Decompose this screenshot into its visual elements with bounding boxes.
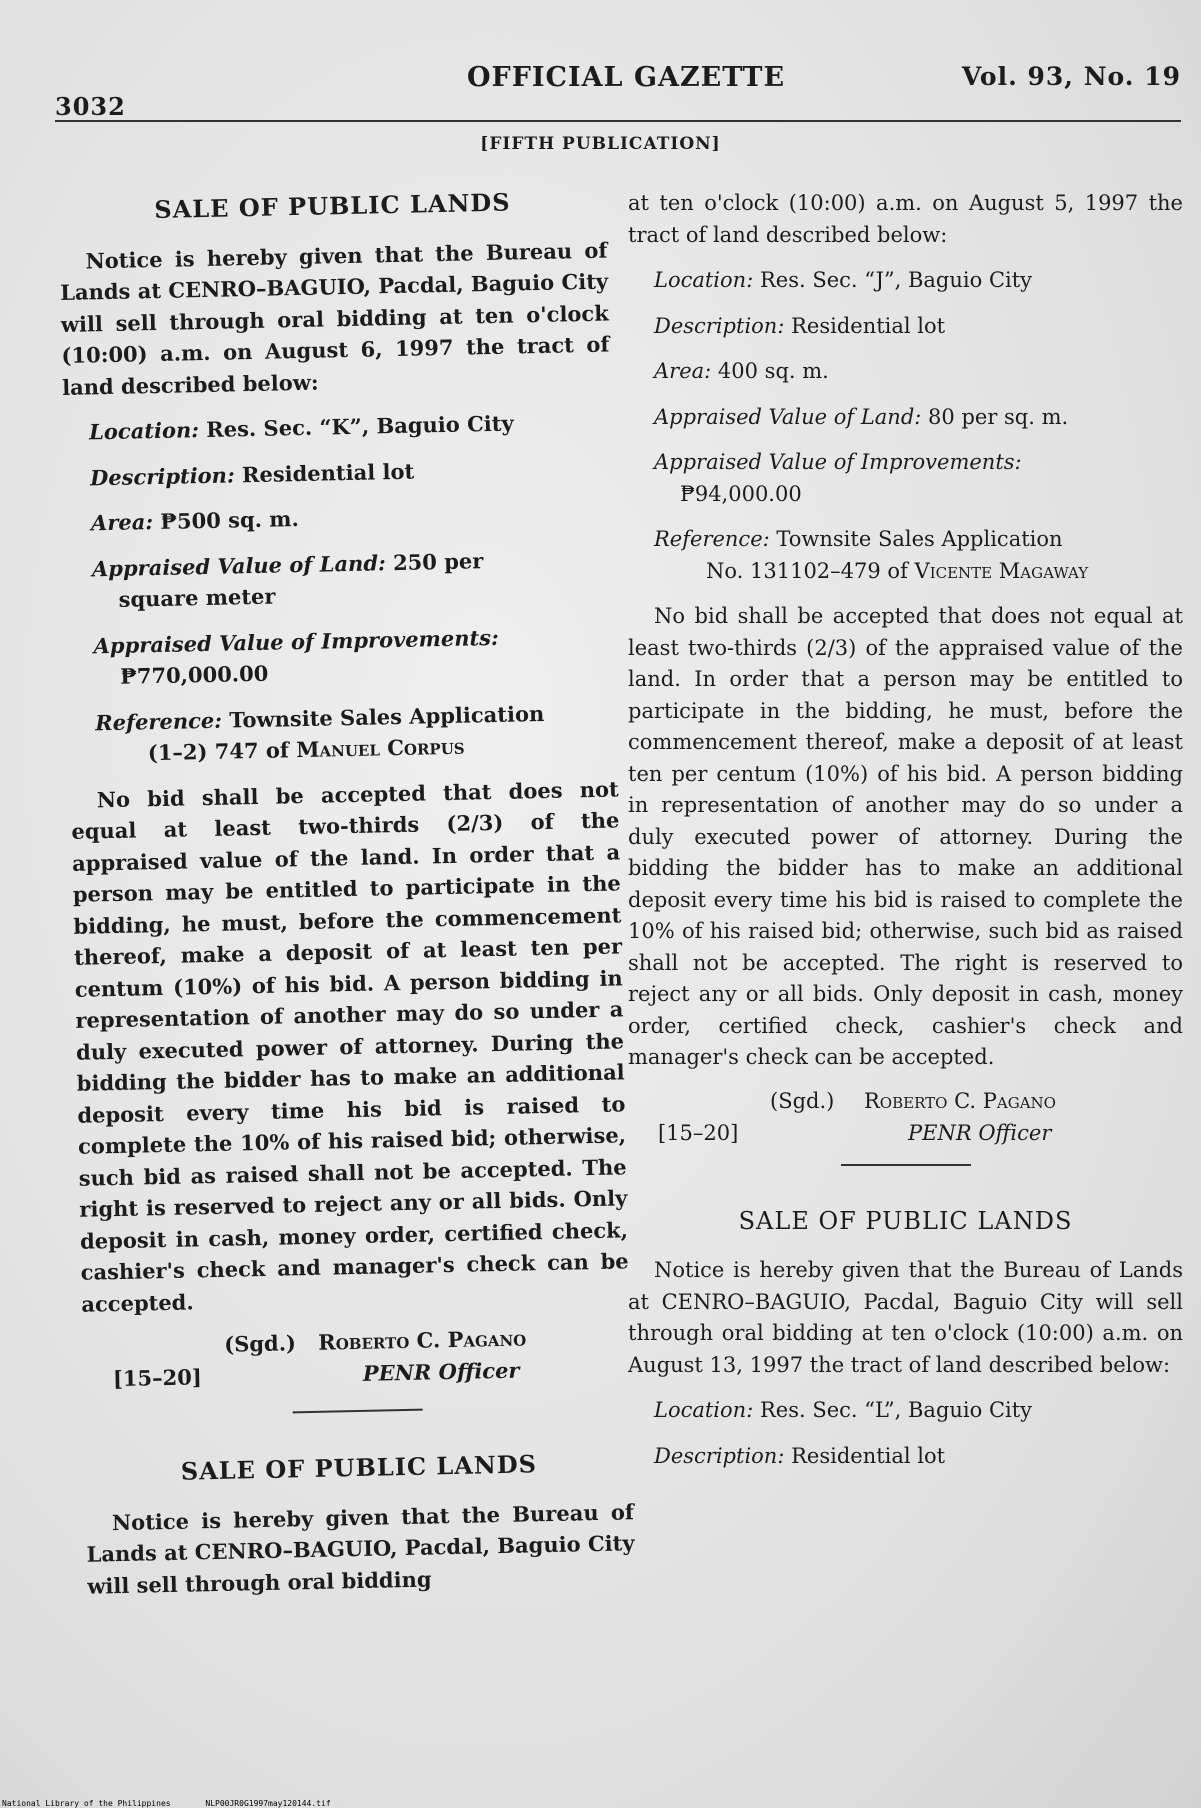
- notice-text: Notice is hereby given that the Bureau of Lands at CENRO–BAGUIO, Pacdal, Baguio City will sell through oral bidding at ten o'clock (10:00) a.m. on August 6, 1997 the tract of land described below:: [59, 237, 610, 400]
- right-column: [628, 188, 1183, 1486]
- description-field: [64, 451, 613, 494]
- reference-number: [654, 556, 1183, 588]
- library-credit: National Library of the Philippines: [2, 1799, 171, 1808]
- improvements-label: Appraised Value of Improvements:: [654, 450, 1022, 474]
- reference-label: Reference:: [94, 707, 223, 735]
- signed-marker: (Sgd.): [223, 1330, 297, 1357]
- location-value: Res. Sec. “K”, Baguio City: [206, 410, 514, 442]
- area-label: Area:: [654, 359, 712, 383]
- location-label: Location:: [88, 417, 200, 445]
- signer-name: Roberto C. Pagano: [317, 1325, 527, 1355]
- description-label-2: Description:: [654, 1443, 785, 1468]
- section-divider: [293, 1409, 423, 1414]
- location-value-2: Res. Sec. “L”, Baguio City: [759, 1398, 1033, 1422]
- description-label: Description:: [89, 461, 235, 490]
- reference-number: [96, 727, 619, 769]
- page-header: [55, 62, 1181, 122]
- signer-office: PENR Officer: [362, 1357, 520, 1386]
- reference-value: Townsite Sales Application: [229, 700, 545, 733]
- header-rule: [55, 120, 1181, 122]
- improvements-field: [67, 619, 616, 693]
- signed-marker: (Sgd.): [770, 1088, 835, 1113]
- description-field: [628, 311, 1183, 343]
- reference-field: [628, 524, 1183, 587]
- reference-number-text: No. 131102–479 of: [706, 558, 908, 583]
- location-value: Res. Sec. “J”, Baguio City: [759, 268, 1033, 292]
- section-title: SALE OF PUBLIC LANDS: [154, 187, 511, 224]
- section-title-3: SALE OF PUBLIC LANDS: [738, 1206, 1073, 1235]
- signer-office: PENR Officer: [908, 1120, 1052, 1145]
- description-label: Description:: [654, 313, 785, 338]
- description-value-2: Residential lot: [791, 1443, 946, 1468]
- land-value-unit: square meter: [118, 583, 276, 612]
- signature-block: [82, 1320, 631, 1401]
- reference-label: Reference:: [654, 527, 770, 551]
- location-field: [63, 405, 612, 448]
- publication-label: [FIFTH PUBLICATION]: [480, 134, 721, 154]
- section-divider: [841, 1164, 971, 1166]
- area-label: Area:: [90, 509, 154, 536]
- signature-block: [628, 1086, 1183, 1156]
- applicant-name: Manuel Corpus: [295, 733, 465, 763]
- page-number: 3032: [55, 92, 126, 121]
- location-field: [628, 265, 1183, 297]
- scan-footer: [2, 1799, 361, 1808]
- land-value: 80 per sq. m.: [928, 404, 1069, 429]
- reference-value: Townsite Sales Application: [776, 527, 1063, 551]
- terms-paragraph: No bid shall be accepted that does not equal at least two-thirds (2/3) of the appraised value of the land. In order that a person may be entitled to participate in the bidding, he must, before the commencement thereof, make a deposit of at least ten per centum (10%) of his bid. A person bidding in representation of another may do so under a duly executed power of attorney. During the bidding the bidder has to make an additional deposit every time his bid is raised to complete the 10% of his raised bid; otherwise, such bid as raised shall not be accepted. The right is reserved to reject any or all bids. Only deposit in cash, money order, certified check, cashier's check and manager's check can be accepted.: [628, 604, 1183, 1069]
- reference-number-text: (1–2) 747 of: [147, 737, 290, 766]
- notice-text-2: Notice is hereby given that the Bureau of Lands at CENRO–BAGUIO, Pacdal, Baguio City will sell through oral bidding: [86, 1498, 635, 1599]
- land-value-label: Appraised Value of Land:: [91, 549, 386, 581]
- description-field-2: [628, 1441, 1183, 1473]
- publication-title: OFFICIAL GAZETTE: [467, 62, 786, 93]
- notice-continuation: at ten o'clock (10:00) a.m. on August 5, 1997 the tract of land described below:: [628, 191, 1183, 247]
- area-value: ₱500 sq. m.: [160, 506, 300, 534]
- improvements-field: [628, 447, 1183, 510]
- area-field: [628, 356, 1183, 388]
- land-value-field: [66, 542, 615, 616]
- improvements-value: ₱94,000.00: [680, 481, 802, 506]
- applicant-name: Vicente Magaway: [914, 558, 1089, 583]
- land-value: 250 per: [392, 547, 484, 575]
- description-value: Residential lot: [241, 458, 415, 487]
- notice-text-3: Notice is hereby given that the Bureau of Lands at CENRO–BAGUIO, Pacdal, Baguio City will sell through oral bidding at ten o'clock (10:00) a.m. on August 13, 1997 the tract of land described below:: [628, 1258, 1183, 1377]
- volume-number: Vol. 93, No. 19: [961, 62, 1181, 91]
- improvements-value: ₱770,000.00: [119, 660, 269, 689]
- location-label: Location:: [654, 268, 754, 292]
- improvements-label: Appraised Value of Improvements:: [93, 624, 499, 658]
- signer-name: Roberto C. Pagano: [864, 1088, 1056, 1113]
- area-value: 400 sq. m.: [717, 359, 829, 383]
- location-field-2: [628, 1395, 1183, 1427]
- publication-range: [15–20]: [658, 1120, 739, 1145]
- left-column: [58, 177, 636, 1616]
- land-value-field: [628, 402, 1183, 434]
- terms-paragraph: No bid shall be accepted that does not equal at least two-thirds (2/3) of the appraised value of the land. In order that a person may be entitled to participate in the bidding, he must, before the commencement thereof, make a deposit of at least ten per centum (10%) of his bid. A person bidding in representation of another may do so under a duly executed power of attorney. During the bidding the bidder has to make an additional deposit every time his bid is raised to complete the 10% of his raised bid; otherwise, such bid as raised shall not be accepted. The right is reserved to reject any or all bids. Only deposit in cash, money order, certified check, cashier's check and manager's check can be accepted.: [71, 775, 629, 1317]
- file-name: NLP00JR0G1997may120144.tif: [205, 1799, 331, 1808]
- land-value-label: Appraised Value of Land:: [654, 404, 922, 429]
- publication-range: [15–20]: [112, 1364, 203, 1392]
- description-value: Residential lot: [791, 313, 946, 338]
- section-title-2: SALE OF PUBLIC LANDS: [180, 1449, 538, 1486]
- area-field: [65, 496, 614, 539]
- location-label-2: Location:: [654, 1398, 754, 1422]
- reference-field: [69, 696, 618, 770]
